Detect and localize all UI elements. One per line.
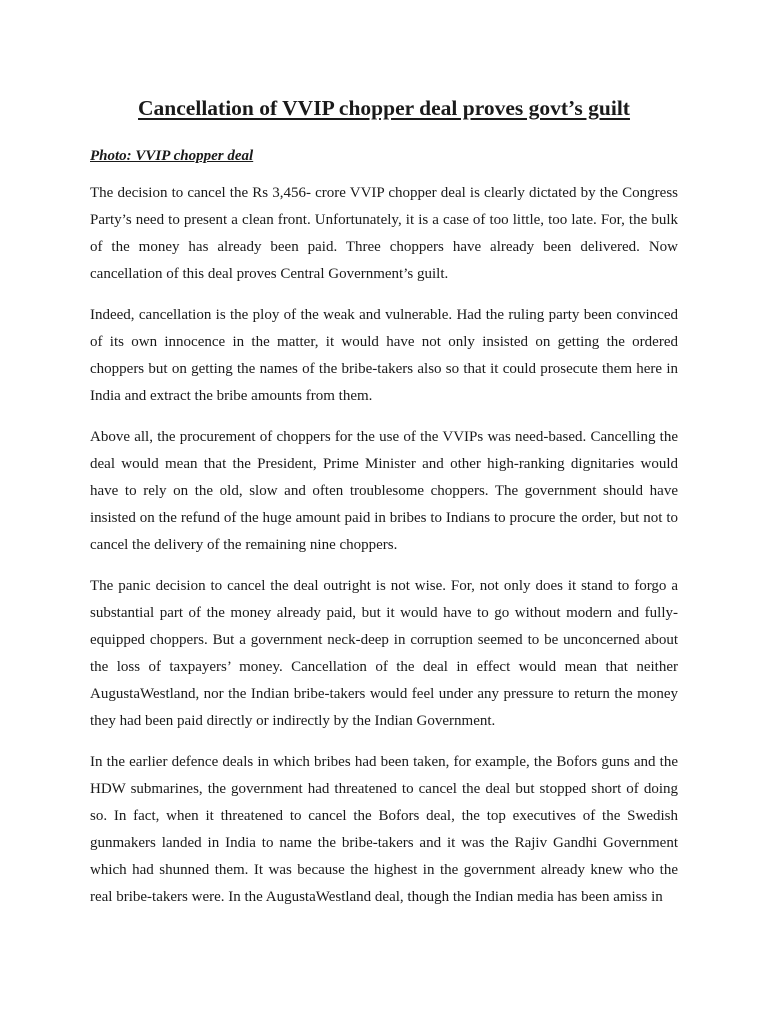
paragraph-4: The panic decision to cancel the deal outright is not wise. For, not only does it stand to forgo a substantial part of the money already paid, but it would have to go without modern and fully-equipped choppers. But a government neck-deep in corruption seemed to be unconcerned about the loss of taxpayers’ money. Cancellation of the deal in effect would mean that neither AugustaWestland, nor the Indian bribe-takers would feel under any pressure to return the money they had been paid directly or indirectly by the Indian Government. <box>90 578 678 729</box>
paragraph-3: Above all, the procurement of choppers for the use of the VVIPs was need-based. Cancelling the deal would mean that the President, Prime Minister and other high-ranking dignitaries would have to rely on the old, slow and often troublesome choppers. The government should have insisted on the refund of the huge amount paid in bribes to Indians to procure the order, but not to cancel the delivery of the remaining nine choppers. <box>90 429 678 553</box>
photo-caption: Photo: VVIP chopper deal <box>90 148 254 164</box>
paragraph-1: The decision to cancel the Rs 3,456- crore VVIP chopper deal is clearly dictated by the Congress Party’s need to present a clean front. Unfortunately, it is a case of too little, too late. For, the bulk of the money has already been paid. Three choppers have already been delivered. Now cancellation of this deal proves Central Government’s guilt. <box>90 185 678 282</box>
article-body <box>90 180 678 925</box>
paragraph-2: Indeed, cancellation is the ploy of the weak and vulnerable. Had the ruling party been convinced of its own innocence in the matter, it would have not only insisted on getting the ordered choppers but on getting the names of the bribe-takers also so that it could prosecute them here in India and extract the bribe amounts from them. <box>90 307 678 404</box>
document-title: Cancellation of VVIP chopper deal proves govt’s guilt <box>138 96 630 120</box>
paragraph-5: In the earlier defence deals in which bribes had been taken, for example, the Bofors guns and the HDW submarines, the government had threatened to cancel the deal but stopped short of doing so. In fact, when it threatened to cancel the Bofors deal, the top executives of the Swedish gunmakers landed in India to name the bribe-takers and it was the Rajiv Gandhi Government which had shunned them. It was because the highest in the government already knew who the real bribe-takers were. In the AugustaWestland deal, though the Indian media has been amiss in <box>90 754 678 905</box>
